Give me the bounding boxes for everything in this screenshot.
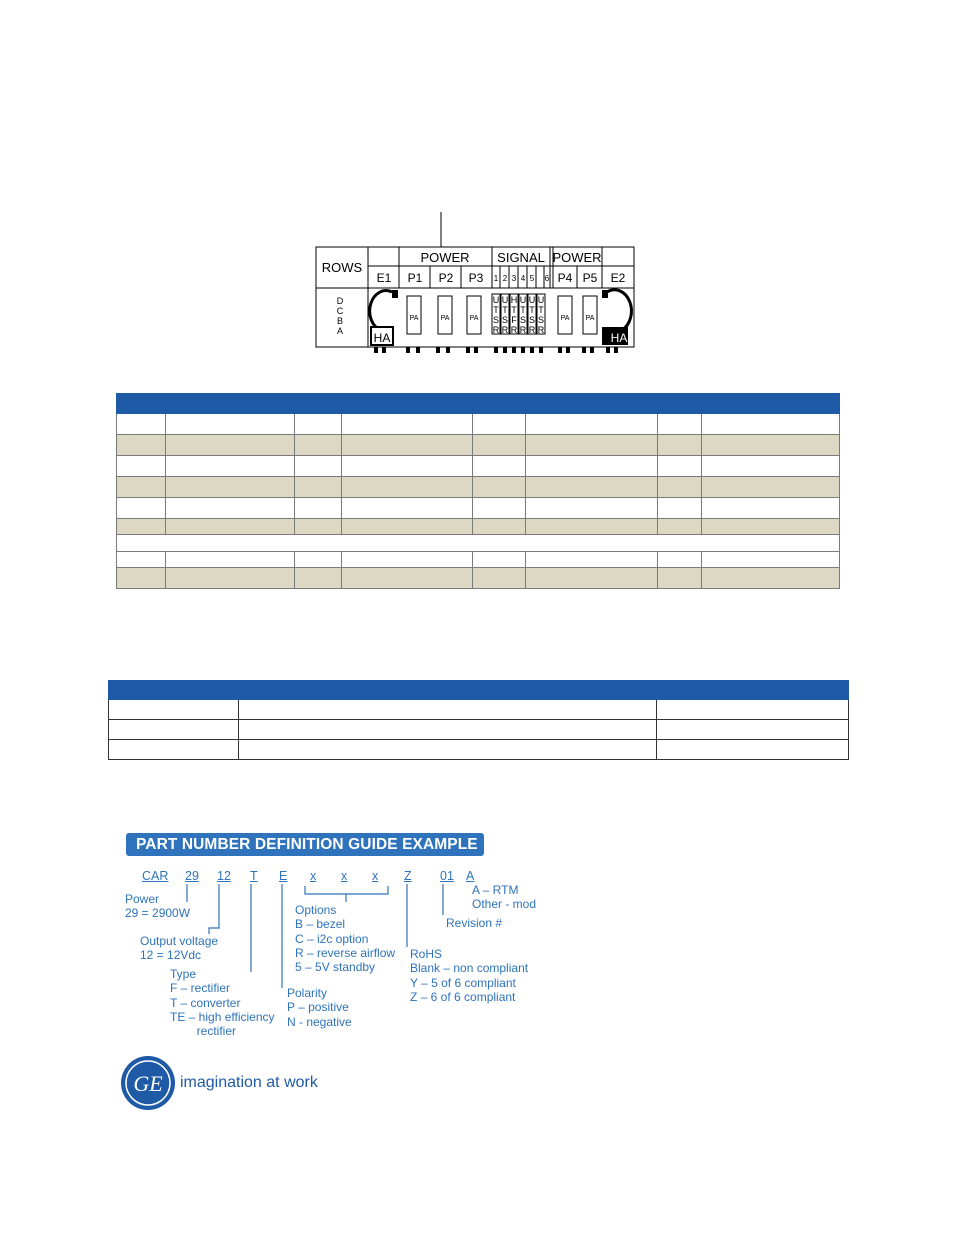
rows-label: ROWS [321, 260, 363, 275]
table-header-row [109, 681, 849, 700]
table-row [117, 414, 840, 435]
part-number-guide-banner: PART NUMBER DEFINITION GUIDE EXAMPLE [126, 833, 484, 856]
table-row [117, 568, 840, 589]
signal-pin-6: 6 [544, 274, 550, 283]
table-header-row [117, 394, 840, 414]
signal-pin-letter: T [502, 305, 508, 315]
rohs-description: RoHS Blank – non compliant Y – 5 of 6 compliant Z – 6 of 6 compliant [410, 947, 529, 1004]
row-letter-d: D [336, 296, 344, 306]
table-row [117, 498, 840, 519]
table-row [109, 720, 849, 740]
signal-pin-grid [492, 294, 545, 335]
ge-logo [120, 1055, 176, 1111]
code-car: CAR [142, 869, 169, 883]
group-signal: SIGNAL [497, 250, 545, 265]
row-letter-c: C [336, 306, 344, 316]
revision-description: Revision # [446, 916, 503, 930]
signal-pin-letter: R [492, 325, 500, 335]
bottom-pin [530, 347, 534, 353]
bottom-pin [416, 347, 420, 353]
bottom-pin [474, 347, 478, 353]
table-row [109, 740, 849, 760]
signal-pin-letter: R [537, 325, 545, 335]
code-e: E [279, 869, 288, 883]
suffix-description: A – RTM Other - mod [472, 883, 537, 912]
bottom-pin [539, 347, 543, 353]
pin-assignment-table [116, 393, 840, 589]
e2-ha-label: HA [610, 331, 628, 345]
bottom-pin [582, 347, 586, 353]
bottom-pin [614, 347, 618, 353]
signal-pin-letter: R [510, 325, 518, 335]
bottom-pin [590, 347, 594, 353]
signal-pin-letter: H [510, 295, 518, 305]
pa-label-p3: PA [469, 315, 479, 322]
table-row-spanning [117, 535, 840, 552]
group-power-2: POWER [552, 250, 602, 265]
bottom-pin [446, 347, 450, 353]
column-e2: E2 [610, 271, 626, 285]
code-x1: x [310, 869, 317, 883]
bottom-pin [436, 347, 440, 353]
row-letter-a: A [336, 326, 344, 336]
signal-pin-letter: U [528, 295, 536, 305]
polarity-description: Polarity P – positive N - negative [287, 986, 352, 1029]
signal-pin-letter: S [537, 315, 545, 325]
code-t: T [250, 869, 258, 883]
signal-pin-letter: T [529, 305, 535, 315]
e1-ha-label: HA [373, 331, 391, 345]
signal-pin-letter: R [528, 325, 536, 335]
signal-pin-letter: S [492, 315, 500, 325]
column-p4: P4 [557, 271, 573, 285]
bottom-pin [521, 347, 525, 353]
signal-pin-letter: R [519, 325, 527, 335]
bottom-pin [503, 347, 507, 353]
bottom-pin [374, 347, 378, 353]
ge-logo-text: GE [133, 1071, 163, 1096]
code-12: 12 [217, 869, 231, 883]
signal-pin-letter: U [501, 295, 509, 305]
signal-pin-3: 3 [511, 274, 517, 283]
signal-pin-letter: F [511, 315, 517, 325]
options-description: Options B – bezel C – i2c option R – reverse airflow 5 – 5V standby [295, 903, 396, 975]
signal-pin-letter: S [528, 315, 536, 325]
type-description: Type F – rectifier T – converter TE – high efficiency rectifier [170, 967, 275, 1039]
column-e1: E1 [376, 271, 392, 285]
table-row [117, 456, 840, 477]
connector-diagram [310, 212, 640, 362]
signal-pin-letter: T [538, 305, 544, 315]
bottom-pin [558, 347, 562, 353]
table-row [117, 519, 840, 535]
row-letter-b: B [336, 316, 344, 326]
bottom-pin [494, 347, 498, 353]
signal-pin-2: 2 [502, 274, 508, 283]
column-p5: P5 [582, 271, 598, 285]
pa-label-p5: PA [585, 315, 595, 322]
bottom-pin-row [374, 347, 618, 353]
pa-label-p1: PA [409, 315, 419, 322]
code-x2: x [341, 869, 348, 883]
table-row [117, 552, 840, 568]
signal-pin-letter: U [519, 295, 527, 305]
signal-pin-5: 5 [529, 274, 535, 283]
signal-pin-letter: T [511, 305, 517, 315]
table-row [109, 700, 849, 720]
bottom-pin [566, 347, 570, 353]
table-row [117, 435, 840, 456]
code-01: 01 [440, 869, 454, 883]
signal-pin-1: 1 [493, 274, 499, 283]
pa-label-p4: PA [560, 315, 570, 322]
output-voltage-description: Output voltage 12 = 12Vdc [140, 934, 219, 963]
bottom-pin [382, 347, 386, 353]
code-29: 29 [185, 869, 199, 883]
signal-pin-letter: U [492, 295, 500, 305]
signal-pin-letter: T [493, 305, 499, 315]
bottom-pin [512, 347, 516, 353]
table-row [117, 477, 840, 498]
code-a: A [466, 869, 475, 883]
bottom-pin [606, 347, 610, 353]
ordering-table [108, 680, 849, 760]
code-x3: x [372, 869, 379, 883]
signal-pin-letter: R [501, 325, 509, 335]
signal-pin-letter: S [501, 315, 509, 325]
bottom-pin [466, 347, 470, 353]
power-description: Power 29 = 2900W [125, 892, 191, 921]
group-power-1: POWER [420, 250, 470, 265]
column-p3: P3 [468, 271, 484, 285]
pa-label-p2: PA [440, 315, 450, 322]
brand-tagline: imagination at work [180, 1074, 318, 1091]
bottom-pin [406, 347, 410, 353]
signal-pin-letter: T [520, 305, 526, 315]
column-p1: P1 [407, 271, 423, 285]
code-z: Z [404, 869, 412, 883]
signal-pin-letter: S [519, 315, 527, 325]
column-p2: P2 [438, 271, 454, 285]
signal-pin-letter: U [537, 295, 545, 305]
signal-pin-4: 4 [520, 274, 526, 283]
